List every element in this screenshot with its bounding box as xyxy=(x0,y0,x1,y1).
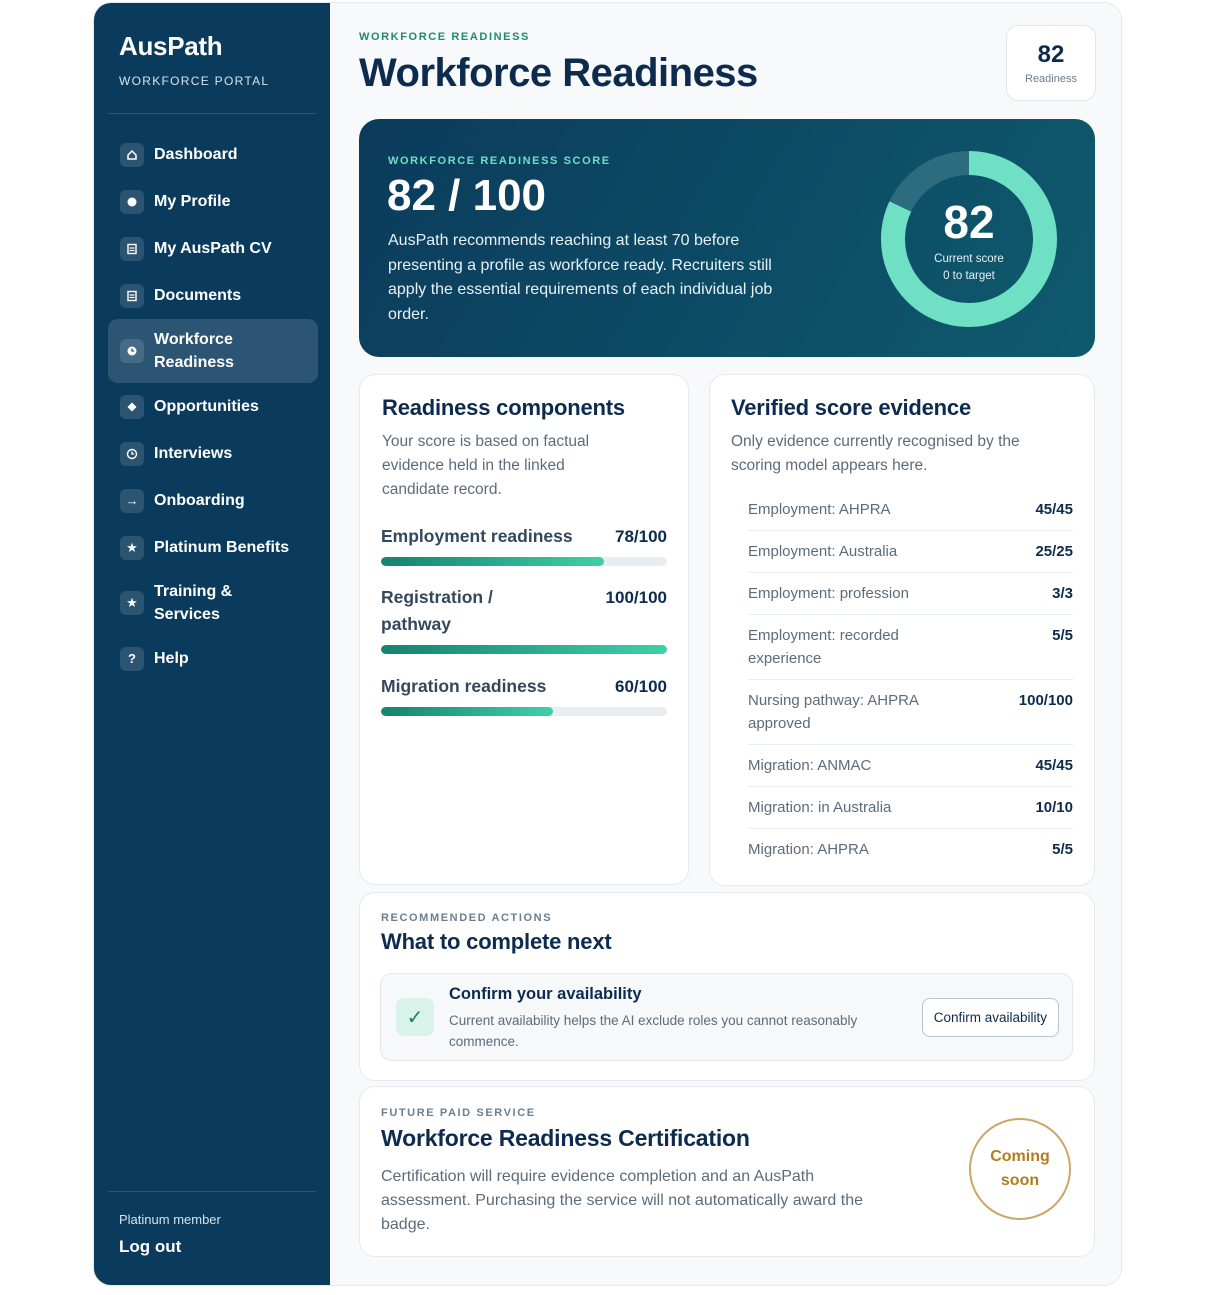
component-progress-bar xyxy=(381,557,667,566)
sidebar-item-label: Interviews xyxy=(154,445,233,462)
sidebar-item-label: My Profile xyxy=(154,193,231,210)
evidence-label: Employment: profession xyxy=(748,585,909,602)
action-item xyxy=(380,973,1073,1061)
evidence-row xyxy=(748,615,1073,680)
component-value: 78/100 xyxy=(615,527,667,546)
evidence-row xyxy=(748,680,1073,745)
components-title: Readiness components xyxy=(382,395,625,420)
sidebar-item-label: My AusPath CV xyxy=(154,240,272,257)
evidence-label: Employment: Australia xyxy=(748,543,898,560)
evidence-value: 45/45 xyxy=(1035,501,1073,518)
evidence-value: 25/25 xyxy=(1035,543,1073,560)
document-icon xyxy=(120,284,144,308)
sidebar-divider xyxy=(108,1191,316,1192)
actions-title: What to complete next xyxy=(381,929,612,954)
page-title: Workforce Readiness xyxy=(359,51,758,95)
component-name: Migration readiness xyxy=(381,676,547,696)
sidebar xyxy=(94,3,330,1285)
coming-soon-badge xyxy=(969,1118,1071,1220)
evidence-row xyxy=(748,745,1073,787)
sidebar-item-workforce-readiness[interactable] xyxy=(108,319,318,383)
evidence-label: Migration: in Australia xyxy=(748,799,892,816)
sidebar-item-interviews[interactable] xyxy=(108,430,318,477)
sidebar-item-label: Training & Services xyxy=(154,583,233,623)
sidebar-item-dashboard[interactable] xyxy=(108,131,318,178)
evidence-row xyxy=(748,531,1073,573)
score-ring-label: Current score xyxy=(934,252,1004,265)
cv-icon xyxy=(120,237,144,261)
evidence-label: Nursing pathway: AHPRA approved xyxy=(748,692,919,732)
readiness-components-card xyxy=(359,374,689,885)
evidence-description: Only evidence currently recognised by the scoring model appears here. xyxy=(731,433,1020,474)
sidebar-footer xyxy=(119,1212,221,1257)
component-migration xyxy=(381,673,667,716)
readiness-chip xyxy=(1006,25,1096,101)
evidence-row xyxy=(748,787,1073,829)
component-employment xyxy=(381,523,667,566)
component-value: 100/100 xyxy=(605,588,667,607)
evidence-row xyxy=(748,573,1073,615)
component-progress-fill xyxy=(381,707,553,716)
logout-link[interactable]: Log out xyxy=(119,1237,182,1256)
sidebar-item-label: Platinum Benefits xyxy=(154,539,290,556)
recommended-actions-card xyxy=(359,892,1095,1081)
component-progress-fill xyxy=(381,645,667,654)
brand xyxy=(119,31,269,88)
component-progress-bar xyxy=(381,707,667,716)
main-content xyxy=(330,3,1121,1285)
sidebar-item-onboarding[interactable] xyxy=(108,477,318,524)
components-description: Your score is based on factual evidence held in the linked candidate record. xyxy=(382,433,590,498)
brand-subtitle: WORKFORCE PORTAL xyxy=(119,74,270,88)
sidebar-item-platinum-benefits[interactable] xyxy=(108,524,318,571)
actions-eyebrow: RECOMMENDED ACTIONS xyxy=(381,912,553,924)
action-description: Current availability helps the AI exclude roles you cannot reasonably commence. xyxy=(449,1013,858,1049)
sidebar-item-label: Dashboard xyxy=(154,146,238,163)
coming-soon-label: Coming soon xyxy=(990,1148,1050,1189)
evidence-label: Employment: recorded experience xyxy=(748,627,899,667)
readiness-chip-value: 82 xyxy=(1037,41,1065,68)
certification-eyebrow: FUTURE PAID SERVICE xyxy=(381,1107,536,1119)
evidence-row xyxy=(748,489,1073,531)
evidence-row xyxy=(748,829,1073,870)
star-icon: ★ xyxy=(120,536,144,560)
evidence-list xyxy=(748,489,1073,870)
diamond-icon xyxy=(120,395,144,419)
action-title: Confirm your availability xyxy=(449,985,642,1003)
component-name: Employment readiness xyxy=(381,526,573,546)
evidence-value: 5/5 xyxy=(1052,841,1073,858)
app-window xyxy=(93,2,1122,1286)
component-name: Registration / pathway xyxy=(381,587,493,634)
component-progress-bar xyxy=(381,645,667,654)
component-value: 60/100 xyxy=(615,677,667,696)
evidence-label: Migration: AHPRA xyxy=(748,841,869,858)
evidence-label: Migration: ANMAC xyxy=(748,757,872,774)
sidebar-item-my-auspath-cv[interactable] xyxy=(108,225,318,272)
help-icon: ? xyxy=(120,647,144,671)
certification-description: Certification will require evidence completion and an AusPath assessment. Purchasing the service will not automatically award the badge. xyxy=(381,1168,863,1233)
membership-label: Platinum member xyxy=(119,1212,221,1227)
clock-icon xyxy=(120,442,144,466)
arrow-right-icon: → xyxy=(120,489,144,513)
confirm-availability-button[interactable]: Confirm availability xyxy=(922,998,1059,1037)
sidebar-nav xyxy=(108,131,318,682)
readiness-score-card xyxy=(359,119,1095,357)
brand-name[interactable]: AusPath xyxy=(119,31,223,61)
evidence-value: 100/100 xyxy=(1018,692,1073,709)
evidence-value: 10/10 xyxy=(1035,799,1073,816)
sidebar-item-label: Workforce Readiness xyxy=(154,331,235,371)
component-registration xyxy=(381,584,667,654)
score-ring-center xyxy=(879,149,1059,329)
home-icon xyxy=(120,143,144,167)
sidebar-item-label: Onboarding xyxy=(154,492,245,509)
check-icon: ✓ xyxy=(396,998,434,1036)
score-ring-sublabel: 0 to target xyxy=(943,269,995,282)
sidebar-divider xyxy=(108,113,316,114)
sidebar-item-documents[interactable] xyxy=(108,272,318,319)
readiness-chip-label: Readiness xyxy=(1025,73,1077,85)
sidebar-item-label: Documents xyxy=(154,287,242,304)
evidence-value: 3/3 xyxy=(1052,585,1073,602)
score-card-eyebrow: WORKFORCE READINESS SCORE xyxy=(388,155,611,167)
evidence-label: Employment: AHPRA xyxy=(748,501,891,518)
readiness-icon xyxy=(120,339,144,363)
evidence-title: Verified score evidence xyxy=(731,395,971,420)
profile-icon xyxy=(120,190,144,214)
star-icon: ★ xyxy=(120,591,144,615)
sidebar-item-label: Help xyxy=(154,650,189,667)
verified-evidence-card xyxy=(709,374,1095,886)
component-progress-fill xyxy=(381,557,604,566)
sidebar-item-label: Opportunities xyxy=(154,398,259,415)
score-description: AusPath recommends reaching at least 70 before presenting a profile as workforce ready. Recruiters still apply the essential requirements of each individual job order. xyxy=(388,232,773,323)
evidence-value: 45/45 xyxy=(1035,757,1073,774)
evidence-value: 5/5 xyxy=(1052,627,1073,644)
score-headline: 82 / 100 xyxy=(387,171,547,220)
page-eyebrow: WORKFORCE READINESS xyxy=(359,31,530,43)
sidebar-item-help[interactable] xyxy=(108,635,318,682)
sidebar-item-opportunities[interactable] xyxy=(108,383,318,430)
score-ring-value: 82 xyxy=(943,195,995,248)
certification-title: Workforce Readiness Certification xyxy=(381,1125,750,1151)
sidebar-item-my-profile[interactable] xyxy=(108,178,318,225)
certification-card xyxy=(359,1086,1095,1257)
sidebar-item-training-services[interactable] xyxy=(108,571,318,635)
